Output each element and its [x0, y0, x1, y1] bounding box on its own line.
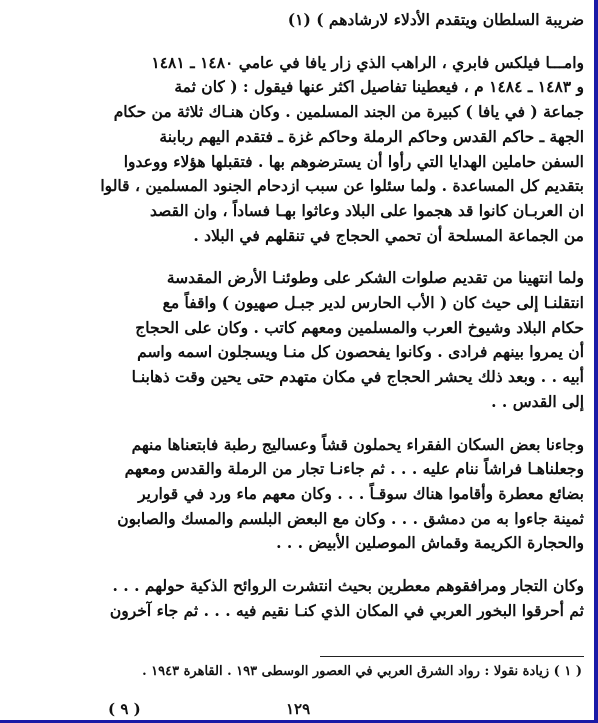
body-line: انتقلنـا إلى حيث كان ( الأب الحارس لدير جبـل صهيون ) واقفاً مع [162, 293, 584, 313]
paragraph-gap [96, 415, 584, 433]
body-line: وكان التجار ومرافقوهم معطرين بحيث انتشرت الروائح الذكية حولهم . . . [112, 576, 584, 596]
body-line: من الجماعة المسلحة أن تحمي الحجاج في تنقلهم في البلاد . [193, 225, 584, 245]
body-line: ان العربـان كانوا قد هجموا على البلاد وعاثوا بهـا فساداً ، وان القصد [150, 200, 584, 220]
body-line: ثمينة جاءوا به من دمشق . . . وكان مع البعض البلسم والمسك والصابون [117, 508, 584, 528]
body-line: ثم أحرقوا البخور العربي في المكان الذي كنـا نقيم فيه . . . ثم جاء آخرون [109, 600, 584, 620]
paragraph-gap [96, 33, 584, 51]
body-line: و ١٤٨٣ ـ ١٤٨٤ م ، فيعطينا تفاصيل اكثر عنها فيقول : ( كان ثمة [174, 77, 584, 97]
page-body [96, 8, 584, 623]
body-line: جماعة ( في يافا ) كبيرة من الجند المسلمين . وكان هنـاك ثلاثة من حكام [113, 102, 584, 122]
body-line: وجاءنا بعض السكان الفقراء يحملون قشاً وعساليج رطبة فابتعناها منهم [131, 434, 584, 454]
footnote: ( ١ ) زيادة نقولا : رواد الشرق العربي في العصور الوسطى ١٩٣ . القاهرة ١٩٤٣ . [142, 664, 582, 679]
body-line: بتقديم كل المساعدة . ولما سئلوا عن سبب ازدحام الجنود المسلمين ، قالوا [100, 176, 584, 196]
signature-mark: ( ٩ ) [108, 700, 141, 718]
body-line: وجعلناهـا فراشاً ننام عليه . . . ثم جاءنـا تجار من الرملة والقدس ومعهم [124, 459, 584, 479]
body-line: والحجارة الكريمة وقماش الموصلين الأبيض . . . [276, 533, 584, 553]
footnote-rule [320, 656, 584, 657]
body-line: الجهة ـ حاكم القدس وحاكم الرملة وحاكم غزة ـ فتقدم اليهم ربابنة [159, 126, 584, 146]
paragraph-gap [96, 556, 584, 574]
body-line: السفن حاملين الهدايا التي رأوا أن يسترضوهم بها . فتقبلها هؤلاء ووعدوا [123, 151, 584, 171]
body-line: أبيه . . وبعد ذلك يحشر الحجاج في مكان متهدم حتى يحين وقت ذهابنـا [131, 367, 584, 387]
body-line: ضريبة السلطان ويتقدم الأدلاء لارشادهم ) (١) [287, 10, 584, 29]
page-number: ١٢٩ [286, 700, 311, 718]
body-line: إلى القدس . . [491, 391, 584, 411]
frame-right-border [594, 0, 598, 723]
paragraph-gap [96, 248, 584, 266]
body-line: بضائع معطرة وأقاموا هناك سوقـاً . . . وكان معهم ماء ورد في قوارير [138, 483, 584, 503]
body-line: حكام البلاد وشيوخ العرب والمسلمين ومعهم كاتب . وكان على الحجاج [135, 317, 584, 337]
body-line: ولما انتهينا من تقديم صلوات الشكر على وطوئنـا الأرض المقدسة [166, 268, 584, 288]
body-line: أن يمروا بينهم فرادى . وكانوا يفحصون كل منـا ويسجلون اسمه واسم [137, 342, 584, 362]
body-line: وامـــا فيلكس فابري ، الراهب الذي زار يافا في عامي ١٤٨٠ ـ ١٤٨١ [151, 52, 584, 72]
